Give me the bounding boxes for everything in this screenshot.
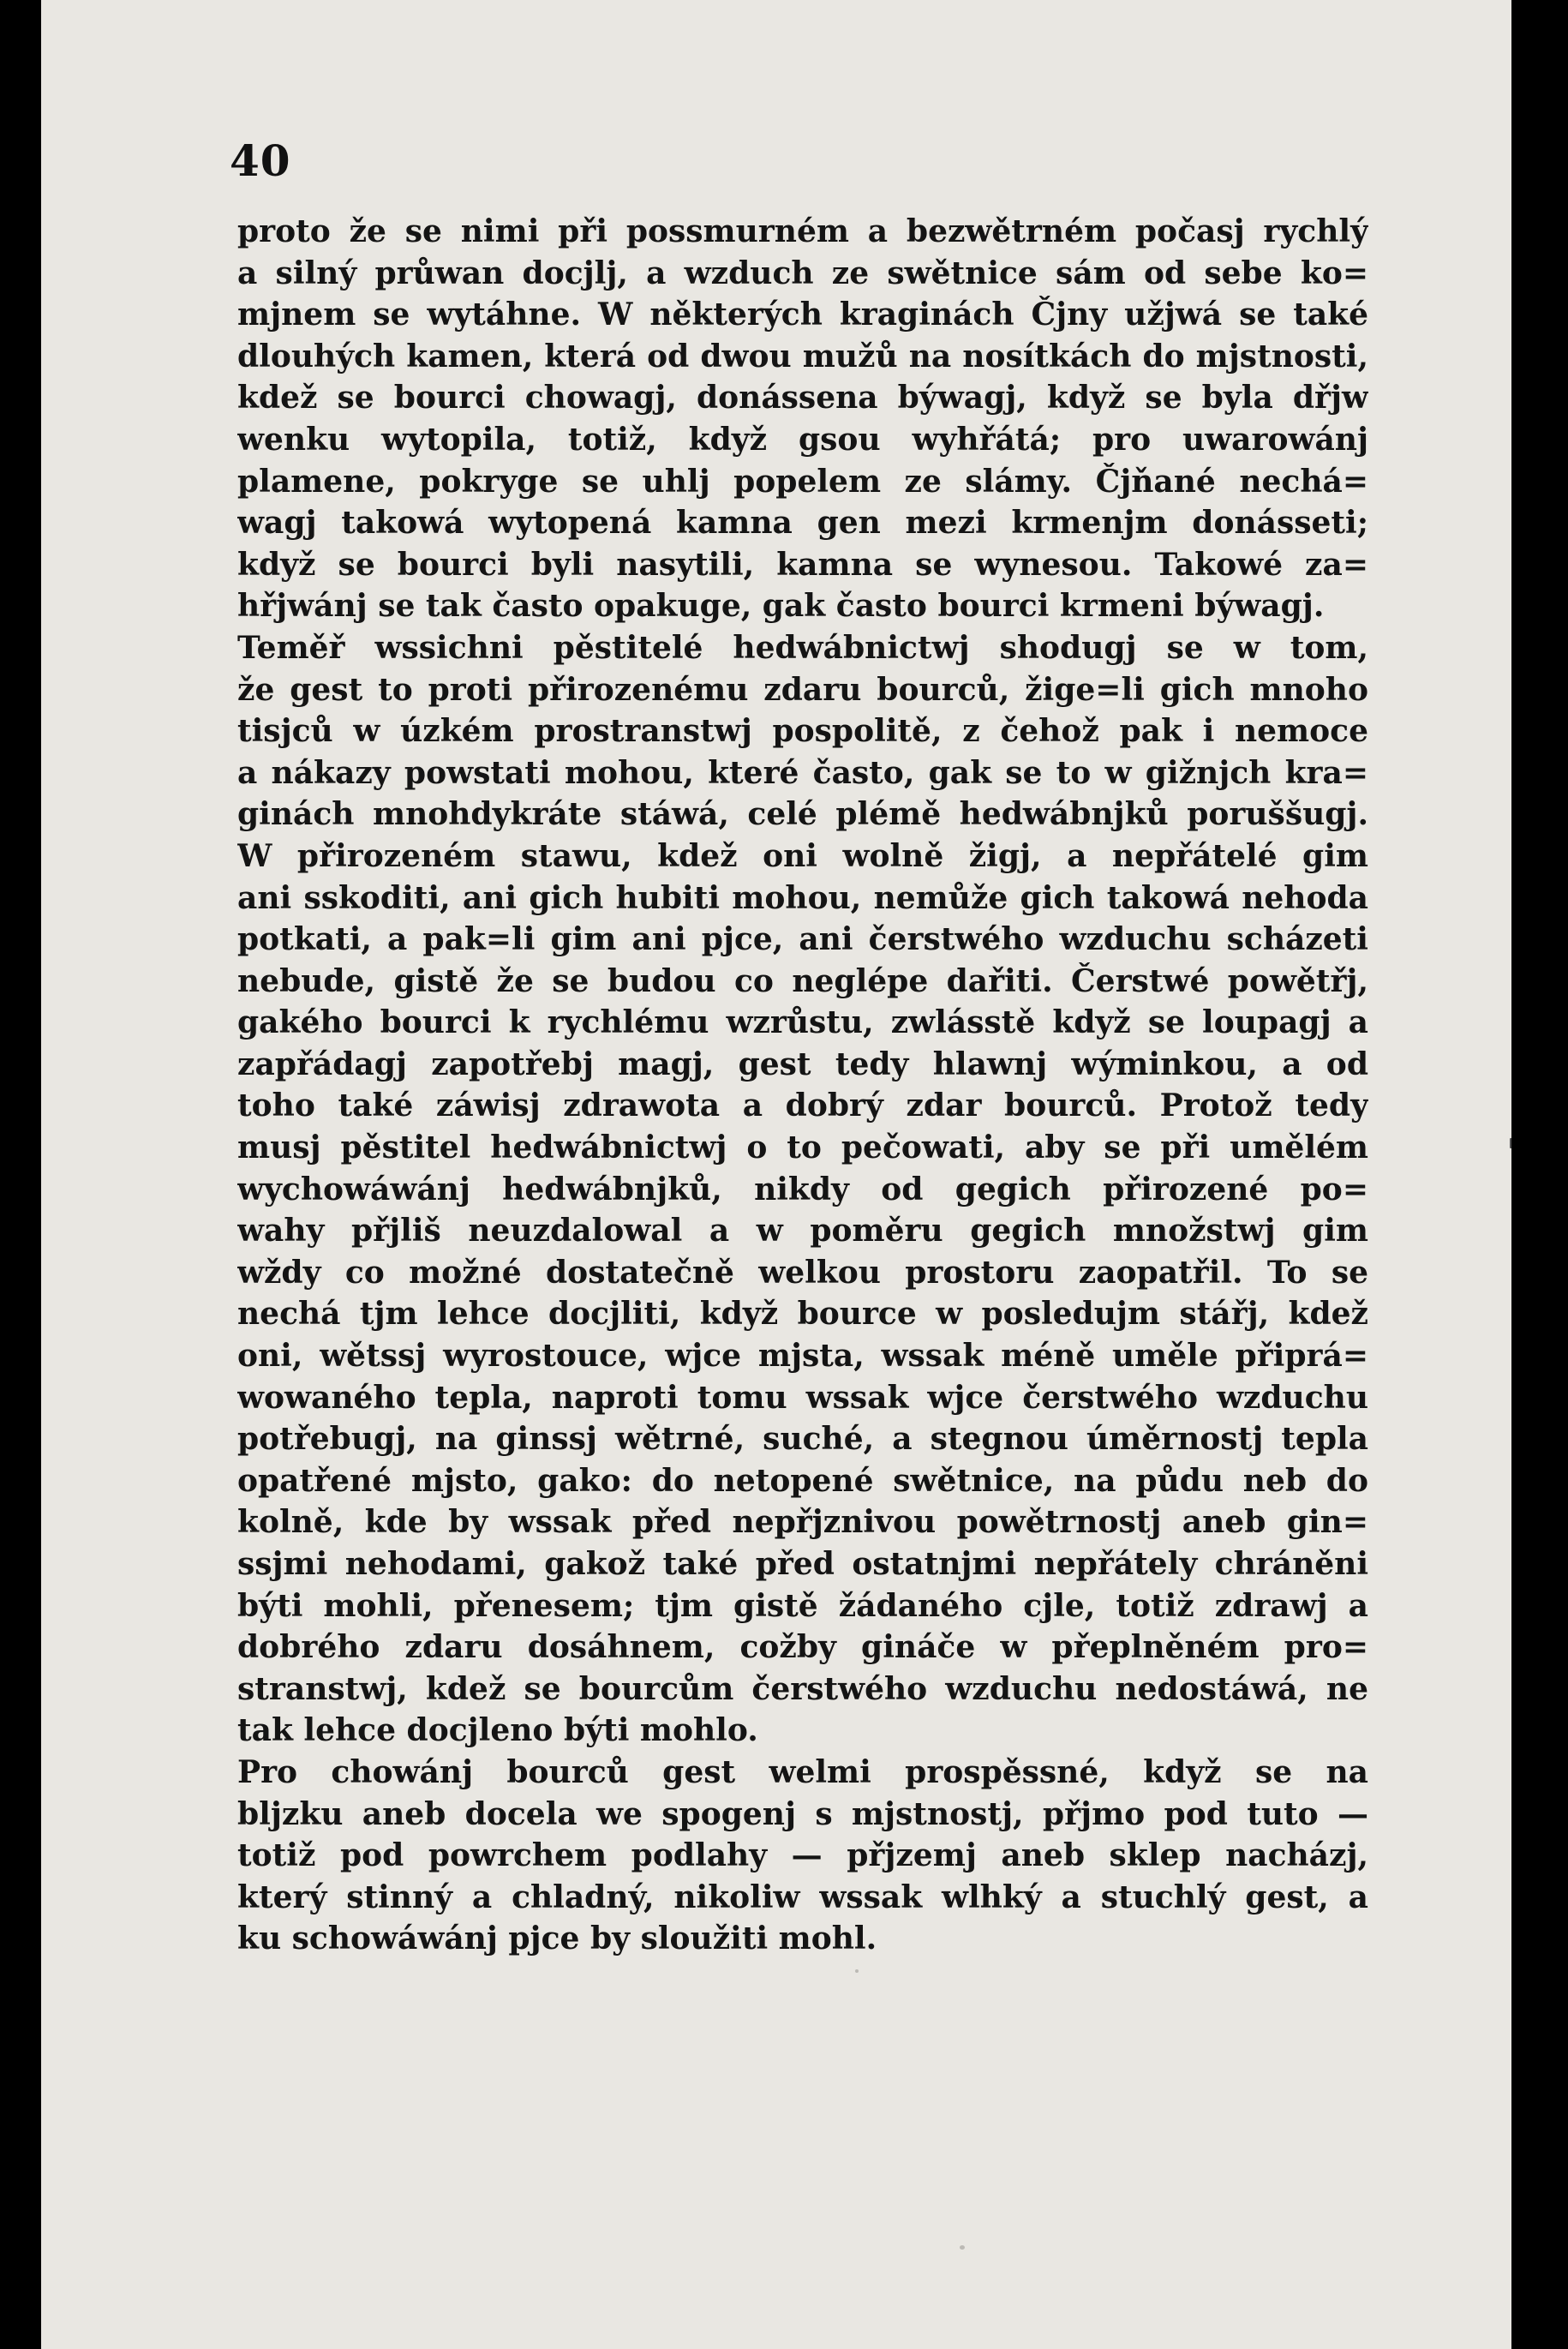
text-line: potkati, a pak=li gim ani pjce, ani čerstwého wzduchu scházeti — [237, 921, 1368, 958]
text-line: plamene, pokryge se uhlj popelem ze slámy. Čjňané nechá= — [237, 463, 1368, 500]
text-line: že gest to proti přirozenému zdaru bourců, žige=li gich mnoho — [237, 671, 1368, 708]
text-line: ginách mnohdykráte stáwá, celé plémě hedwábnjků poruššugj. — [237, 796, 1368, 833]
text-line: ku schowáwánj pjce by sloužiti mohl. — [237, 1921, 877, 1957]
text-line: potřebugj, na ginssj wětrné, suché, a stegnou úměrnostj tepla — [237, 1421, 1368, 1458]
text-line: totiž pod powrchem podlahy — přjzemj aneb sklep nacházj, — [237, 1837, 1368, 1874]
text-line: ssjmi nehodami, gakož také před ostatnjmi nepřátely chráněni — [237, 1546, 1368, 1582]
text-line: wowaného tepla, naproti tomu wssak wjce čerstwého wzduchu — [237, 1379, 1368, 1416]
book-page — [41, 0, 1511, 2349]
text-line: tak lehce docjleno býti mohlo. — [237, 1712, 758, 1749]
text-line: bljzku aneb docela we spogenj s mjstnostj, přjmo pod tuto — — [237, 1795, 1368, 1832]
text-line: kolně, kde by wssak před nepřjznivou powětrnostj aneb gin= — [237, 1504, 1368, 1541]
text-line: W přirozeném stawu, kdež oni wolně žigj, a nepřátelé gim — [237, 837, 1368, 874]
text-line: opatřené mjsto, gako: do netopené swětnice, na půdu neb do — [237, 1462, 1368, 1499]
text-line: a silný průwan docjlj, a wzduch ze swětnice sám od sebe ko= — [237, 255, 1368, 291]
text-line: zapřádagj zapotřebj magj, gest tedy hlawnj wýminkou, a od — [237, 1046, 1368, 1082]
text-line: Teměř wssichni pěstitelé hedwábnictwj shodugj se w tom, — [237, 629, 1368, 666]
text-line: toho také záwisj zdrawota a dobrý zdar bourců. Protož tedy — [237, 1088, 1368, 1124]
text-line: stranstwj, kdež se bourcům čerstwého wzduchu nedostáwá, ne — [237, 1670, 1368, 1707]
text-line: kdež se bourci chowagj, donássena býwagj, když se byla dřjw — [237, 380, 1368, 416]
text-line: dlouhých kamen, která od dwou mužů na nosítkách do mjstnosti, — [237, 338, 1368, 375]
text-line: býti mohli, přenesem; tjm gistě žádaného cjle, totiž zdrawj a — [237, 1587, 1368, 1624]
text-line: nebude, gistě že se budou co neglépe dařiti. Čerstwé powětřj, — [237, 962, 1368, 999]
text-line: musj pěstitel hedwábnictwj o to pečowati, aby se při umělém — [237, 1130, 1368, 1166]
text-line: Pro chowánj bourců gest welmi prospěssné, když se na — [237, 1753, 1368, 1790]
text-line: hřjwánj se tak často opakuge, gak často bourci krmeni býwagj. — [237, 588, 1325, 625]
paper-speck — [1510, 1138, 1511, 1148]
text-line: dobrého zdaru dosáhnem, cožby gináče w přeplněném pro= — [237, 1629, 1368, 1666]
text-line: mjnem se wytáhne. W některých kraginách Čjny užjwá se také — [237, 297, 1368, 333]
text-line: gakého bourci k rychlému wzrůstu, zwlásstě když se loupagj a — [237, 1004, 1368, 1041]
text-line: oni, wětssj wyrostouce, wjce mjsta, wssak méně uměle připrá= — [237, 1338, 1368, 1375]
body-text — [237, 211, 1368, 1960]
text-line: tisjců w úzkém prostranstwj pospolitě, z čehož pak i nemoce — [237, 713, 1368, 750]
page-number: 40 — [230, 135, 291, 186]
paper-speck — [960, 2245, 965, 2250]
text-line: když se bourci byli nasytili, kamna se wynesou. Takowé za= — [237, 546, 1368, 583]
text-line: wagj takowá wytopená kamna gen mezi krmenjm donásseti; — [237, 505, 1368, 542]
text-line: wahy přjliš neuzdalowal a w poměru gegich množstwj gim — [237, 1213, 1368, 1249]
text-line: ani sskoditi, ani gich hubiti mohou, nemůže gich takowá nehoda — [237, 879, 1368, 916]
text-line: wždy co možné dostatečně welkou prostoru zaopatřil. To se — [237, 1254, 1368, 1291]
text-line: proto že se nimi při possmurném a bezwětrném počasj rychlý — [237, 213, 1368, 249]
paper-speck — [855, 1969, 859, 1973]
text-line: wenku wytopila, totiž, když gsou wyhřátá; pro uwarowánj — [237, 421, 1368, 458]
text-line: nechá tjm lehce docjliti, když bource w posledujm stářj, kdež — [237, 1296, 1368, 1333]
text-line: který stinný a chladný, nikoliw wssak wlhký a stuchlý gest, a — [237, 1879, 1368, 1915]
text-line: wychowáwánj hedwábnjků, nikdy od gegich přirozené po= — [237, 1171, 1368, 1207]
text-line: a nákazy powstati mohou, které často, gak se to w gižnjch kra= — [237, 754, 1368, 791]
